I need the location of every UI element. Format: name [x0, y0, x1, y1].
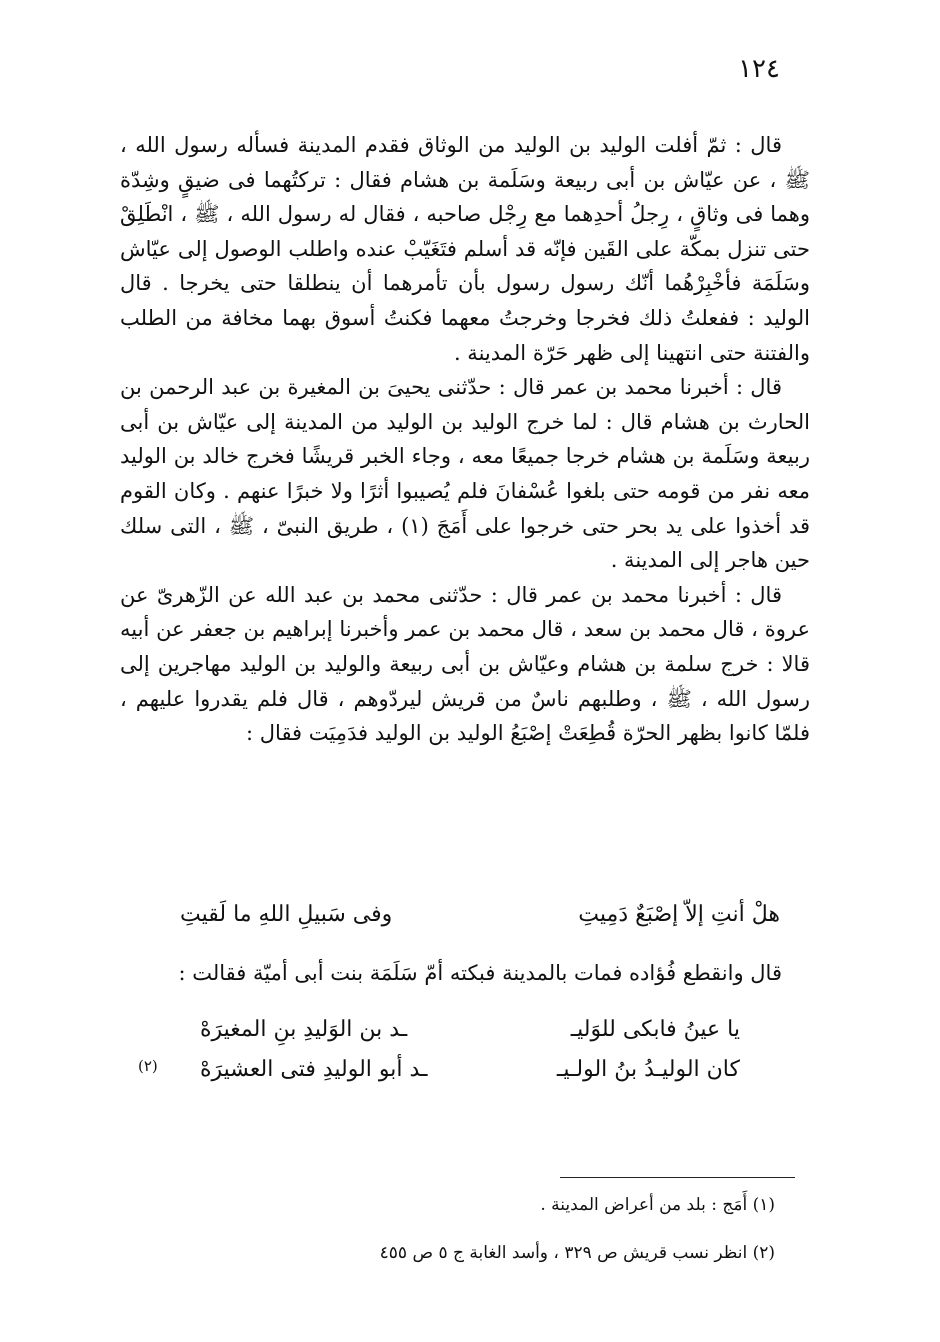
footnote-2: (٢) انظر نسب قريش ص ٣٢٩ ، وأسد الغابة ج ٥ ص ٤٥٥ — [379, 1243, 775, 1263]
footnote-marker: (٢) — [138, 1057, 158, 1075]
verse-second-hemistich: ـد بن الوَليدِ بنِ المغيرَهْ — [200, 1017, 408, 1042]
narration-line: قال وانقطع فُؤاده فمات بالمدينة فبكته أمّ سَلَمَة بنت أبى أميّة فقالت : — [178, 961, 782, 985]
footnote-divider — [560, 1177, 795, 1178]
verse-line — [138, 1050, 740, 1090]
paragraph-3: قال : أخبرنا محمد بن عمر قال : حدّثنى محمد بن عبد الله عن الزّهرىّ عن عروة ، قال محمد بن سعد ، قال محمد بن عمر وأخبرنا إبراهيم بن جعفر عن أبيه قالا : خرج سلمة بن هشام وعيّاش بن أبى ربيعة والوليد بن الوليد مهاجرين إلى رسول الله ، ﷺ ، وطلبهم ناسٌ من قريش ليردّوهم ، قال فلم يقدروا عليهم ، فلمّا كانوا بظهر الحرّة قُطِعَتْ إصْبَعُ الوليد بن الوليد فدَمِيَت فقال : — [120, 582, 810, 746]
verse-second-hemistich: وفى سَبيلِ اللهِ ما لَقيتِ — [180, 902, 393, 927]
verse-first-hemistich: يا عينُ فابكى للوَليـ — [570, 1017, 740, 1042]
verse-couplet — [180, 895, 780, 935]
verse-line — [200, 1010, 740, 1050]
footnote-1: (١) أَمَج : بلد من أعراض المدينة . — [540, 1195, 775, 1215]
paragraph-1: قال : ثمّ أفلت الوليد بن الوليد من الوثاق فقدم المدينة فسأله رسول الله ، ﷺ ، عن عيّاش بن أبى ربيعة وسَلَمة بن هشام فقال : تركتُهما فى ضيقٍ وشِدّة وهما فى وثاقٍ ، رِجلُ أحدِهما مع رِجْل صاحبه ، فقال له رسول الله ، ﷺ ، انْطَلِقْ حتى تنزل بمكّة على القَين فإنّه قد أسلم فتَغَيّبْ عنده واطلب الوصول إلى عيّاش وسَلَمَة فأخْبِرْهُما أنّك رسول رسول بأن تأمرهما أن ينطلقا حتى يخرجا . قال الوليد : ففعلتُ ذلك فخرجا وخرجتُ معهما فكنتُ أسوق بهما مخافة من الطلب والفتنة حتى انتهينا إلى ظهر حَرّة المدينة . — [120, 133, 810, 365]
elegy-verses — [138, 1010, 740, 1090]
page-number: ١٢٤ — [738, 54, 780, 84]
footnotes — [155, 1192, 775, 1288]
paragraph-2: قال : أخبرنا محمد بن عمر قال : حدّثنى يحيىَ بن المغيرة بن عبد الرحمن بن الحارث بن هشام قال : لما خرج الوليد بن الوليد من المدينة إلى عيّاش بن أبى ربيعة وسَلَمة بن هشام خرجا جميعًا معه ، وجاء الخبر قريشًا فخرج خالد بن الوليد معه نفر من قومه حتى بلغوا عُسْفانَ فلم يُصيبوا أثرًا ولا خبرًا عنهم . وكان القوم قد أخذوا على يد بحر حتى خرجوا على أَمَجَ (١) ، طريق النبىّ ، ﷺ ، التى سلك حين هاجر إلى المدينة . — [120, 375, 811, 573]
verse-first-hemistich: كان الوليـدُ بنُ الولـيـ — [556, 1057, 740, 1082]
main-text — [120, 128, 810, 751]
verse-first-hemistich: هلْ أنتِ إلاّ إصْبَعٌ دَمِيتِ — [578, 902, 780, 927]
verse-second-hemistich: ـد أبو الوليدِ فتى العشيرَهْ — [200, 1057, 428, 1082]
